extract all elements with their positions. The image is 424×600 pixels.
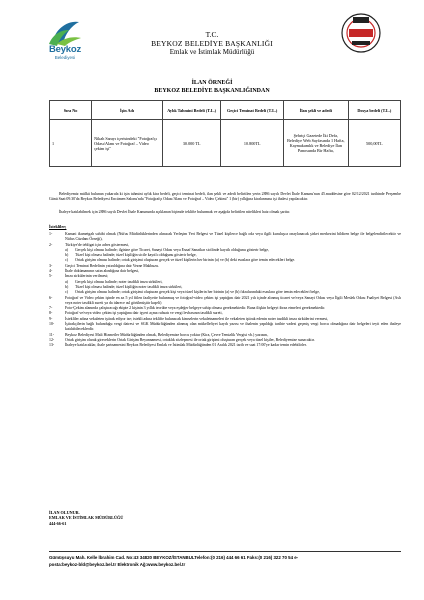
list-subitem-text: Gerçek kişi olması halinde; ilgisine göre Ticaret, Sanayi Odası veya Esnaf Sanatkar sicilinde kayıtlı olduğunu gösterir belge, xyxy=(75,247,270,252)
list-subitem-text: Tüzel kişi olması halinde; tüzel kişiliğin noter tasdikli imza sirküleri, xyxy=(75,284,183,289)
cell-fee: 500,00TL xyxy=(348,120,400,167)
logo-subtitle: Belediyesi xyxy=(54,55,76,60)
list-item-number: 8- xyxy=(49,311,53,316)
list-item-text: Fotoğraf ve Video çekim işinde en az 5 yıl fiilen faaliyette bulunmuş ve fotoğraf-video çekim işi yaptığını dair 2021 yılı içinde alınmış ticaret ve/veya Sanayi Odası veya İlgili Meslek Odası Faaliyet Belgesi (Aslı veya noter tasdikli sureti ya da idarece asl görülmüştür kaşeli) xyxy=(65,295,401,305)
requirements-label: İstekliler; xyxy=(49,224,67,229)
table-header-row xyxy=(50,101,401,120)
ilan-title: İLAN ÖRNEĞİ xyxy=(191,80,233,86)
list-item-number: 2- xyxy=(49,242,53,247)
list-item-text: İştirakçilerin bağlı bulunduğu vergi dairesi ve SGK Müdürlüğünden alınmış olan mükellefiyet kaydı yazısı ve ihalenin yapıldığı tarihte vadesi geçmiş vergi borcu olmadığına dair belgeleri teyit eden ihaleye katılabileceklerdir. xyxy=(65,322,401,332)
list-item-text: Beykoz Belediyesi Mali Hizmetler Müdürlüğünden olmak, Belediyemize borcu yoktur (Kira, Çevre Temizlik Vergisi vb.) yazısını, xyxy=(65,332,269,337)
list-item-number: 4- xyxy=(49,269,53,274)
footer-divider xyxy=(49,551,401,552)
col-header-deposit: Geçici Teminat Bedeli (T.L.) xyxy=(221,101,284,120)
list-subitem-text: Tüzel kişi olması halinde; tüzel kişiliğin sicile kayıtlı olduğunu gösterir belge, xyxy=(75,253,197,258)
list-item xyxy=(49,322,401,333)
notice-ilan: İLAN OLUNUR. xyxy=(49,510,80,515)
cell-ilan: Şehriçi Gazetede İki Defa, Belediye Web Sayfasında 1 Hafta, Kaymakamlık ve Belediye İlan Panosunda Bir Hafta, xyxy=(283,120,348,167)
list-subitem-text: Ortak girişim olması halinde; ortak girişimi oluşturan gerçek kişi veya tüzel kişilerin her birinin (a) ve (b) fıkralarındaki esaslara göre temin edecekleri belge, xyxy=(75,290,320,295)
requirements-list xyxy=(49,232,401,349)
list-subitem-letter: a) xyxy=(65,279,69,284)
list-subitem-text: Ortak girişim olması halinde; ortak girişimi oluşturan gerçek ve tüzel kişilerin her birinin (a) ve (b) deki esaslara göre temin edecekleri belge. xyxy=(75,258,296,263)
list-item-number: 13- xyxy=(49,343,55,348)
list-item-text: İhale dokümanının satın alındığına dair belgesi, xyxy=(65,269,140,274)
col-header-ilan: İlan şekli ve adedi xyxy=(283,101,348,120)
header-municipality: BEYKOZ BELEDİYE BAŞKANLIĞI xyxy=(151,39,273,48)
list-item xyxy=(49,274,401,295)
ilan-subtitle: BEYKOZ BELEDİYE BAŞKANLIĞINDAN xyxy=(154,88,270,94)
list-item-text: İmza sirkülerinin verilmesi; xyxy=(65,274,109,279)
list-item-text: Foto-Çekim alanında çalıştıracağı ekipte 2 kişinin 3 yıllık tecrübe veya eşdeğer belgeye sahip olması gerekmektedir. Buna ilişkin belgeyi ibraz etmeleri gerekmektedir. xyxy=(65,306,326,311)
list-subitem-text: Gerçek kişi olması halinde; noter tasdikli imza sirküleri, xyxy=(75,279,163,284)
list-item-number: 5- xyxy=(49,274,53,279)
header-tc: T.C. xyxy=(205,30,219,39)
list-item xyxy=(49,343,401,348)
list-item-number: 9- xyxy=(49,316,53,321)
list-subitem-letter: c) xyxy=(65,290,69,295)
list-item-number: 12- xyxy=(49,337,55,342)
list-item-number: 7- xyxy=(49,306,53,311)
footer-contact: posta:beykoz-bld@beykoz.bel.tr Elektronik Ağ:www.beykoz.bel.tr xyxy=(49,562,186,567)
list-item-number: 3- xyxy=(49,263,53,268)
cell-no: 1 xyxy=(50,120,92,167)
cell-monthly: 30.000 TL xyxy=(162,120,221,167)
notice-department: EMLAK VE İSTİMLAK MÜDÜRLÜĞÜ xyxy=(49,515,124,521)
list-item-number: 11- xyxy=(49,332,55,337)
tender-table xyxy=(49,100,401,167)
intro-paragraph-2: İhaleye katılabilmek için 2886 sayılı Devlet İhale Kanununda açıklanan biçimde teklifte bulunmak ve aşağıda belirtilen nitelikleri haiz olmak şarttır. xyxy=(59,210,291,214)
col-header-monthly: Aylık Tahmini Bedeli (T.L.) xyxy=(162,101,221,120)
list-item-text: Fotoğraf ve/veya video çekim işi yaptığına dair işyeri açma ruhsatı ve vergi levhasının tasdikli sureti, xyxy=(65,311,223,316)
list-item xyxy=(49,243,401,264)
list-item-text: Kanuni ikametgah sahibi olmak (Nüfus Müdürlüklerinden alınacak Yerleşim Yeri Belgesi ve Tüzel kişilerce bağlı oda veya ilgili kuruluşca onaylanacak şirket merkezini bildiren belge ile belgelendirilecektir ve Nüfus Cüzdanı Örneği), xyxy=(65,232,401,242)
intro-paragraph: Belediyemiz mülkü bulunan yukarıda ki işin tahmini aylık kira bedeli, geçici teminat bedeli, ilan şekli ve adedi belirtilen yerin 2886 sayılı Devlet İhale Kanunu'nun 45.maddesine göre 02/12/2021 tarihinde Perşembe Günü Saat:09.30'da Beykoz Belediyesi Encümen Salonu'nda "Fotoğrafçı Odası/Alanı ve Fotoğraf – Video Çekimi" 1 (bir) yıllığına kiralanması işi ihalesi yapılacaktır. xyxy=(49,192,401,202)
list-subitem-letter: b) xyxy=(65,284,69,289)
col-header-no: Sıra No xyxy=(50,101,92,120)
list-item-text: İhaleye katılacaklar, ihale şartnamesini Beykoz Belediyesi Emlak ve İstimlak Müdürlüğünden 01 Aralık 2021 tarih ve saat 17:00'ye kadar temin edebilirler. xyxy=(65,343,307,348)
list-item-text: Geçici Teminat Bedelinin yatırıldığına dair Vezne Makbuzu. xyxy=(65,263,159,268)
list-item xyxy=(49,296,401,307)
notice-block xyxy=(49,510,123,526)
list-item-text: Ortak girişim olarak gireceklerin Ortak Girişim Beyannamesi, ortaklık sözleşmesi ile ortak girişimi oluşturan gerçek veya tüzel kişiler, Belediyemize sunacaktır. xyxy=(65,337,315,342)
notice-phone: 444-66-61 xyxy=(49,520,67,526)
footer-address: Gümüşsuyu Mah. Kelle İbrahim Cad. No:43 34820 BEYKOZ/İSTANBULTelefon:(0 216) 444 66 61 Faks:(0 216) 322 70 54 e- xyxy=(49,555,299,560)
cell-job: Nikah Sarayı içerisindeki "Fotoğrafçı Odası/Alanı ve Fotoğraf – Video çekim işi" xyxy=(92,120,163,167)
list-item-text: İstekliler adına vekaleten iştirak ediyor ise; istekli adına teklifte bulunacak kimselerin vekaletnameleri ile vekaleten iştirak edenin noter tasdikli imza sirkülerini vermesi, xyxy=(65,316,329,321)
list-item-number: 10- xyxy=(49,322,55,327)
list-item-number: 6- xyxy=(49,295,53,300)
list-subitem-letter: b) xyxy=(65,253,69,258)
table-row xyxy=(50,120,401,167)
header-department: Emlak ve İstimlak Müdürlüğü xyxy=(169,48,255,56)
col-header-job: İşin Adı xyxy=(92,101,163,120)
list-item-number: 1- xyxy=(49,232,53,236)
list-item xyxy=(49,232,401,243)
cell-deposit: 10.800TL xyxy=(221,120,284,167)
logo-wordmark: Beykoz xyxy=(48,44,82,55)
list-item-text: Türkiye'de tebligat için adres göstermesi, xyxy=(65,242,130,247)
list-subitem-letter: c) xyxy=(65,258,69,263)
list-subitem-letter: a) xyxy=(65,247,69,252)
col-header-fee: Dosya bedeli (T.L.) xyxy=(348,101,400,120)
